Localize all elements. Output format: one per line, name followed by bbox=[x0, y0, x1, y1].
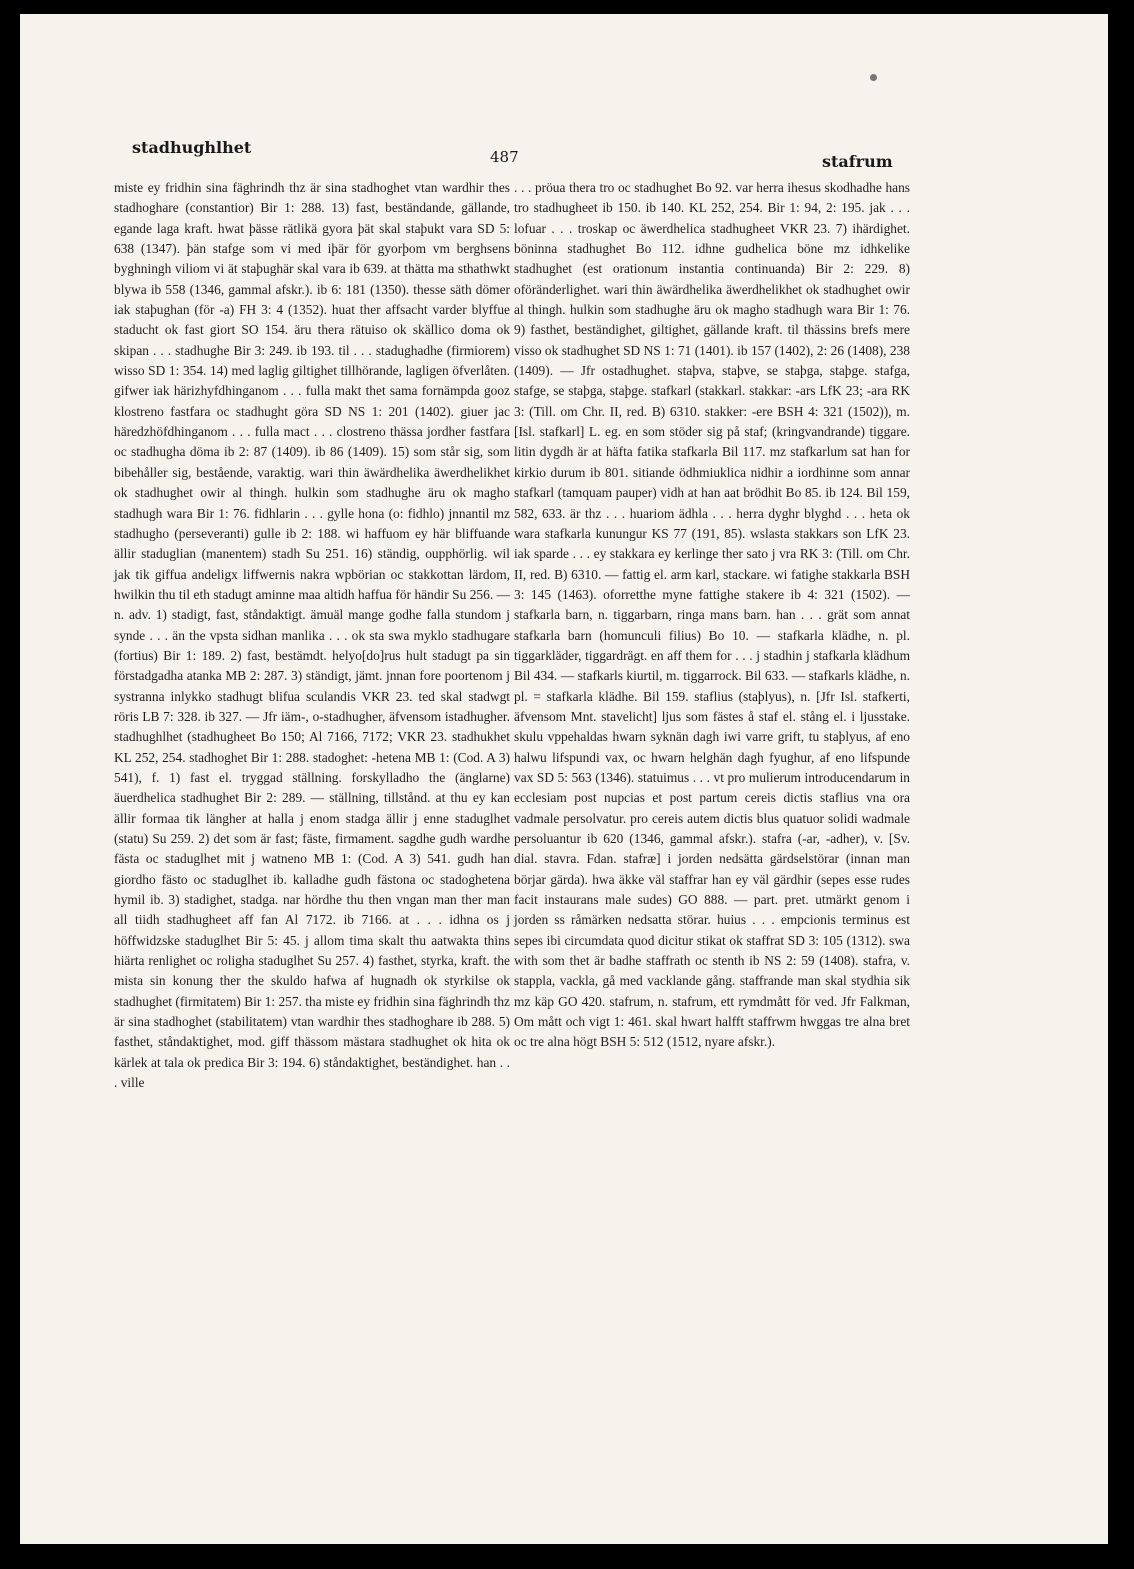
right-column bbox=[514, 178, 910, 1053]
left-column bbox=[114, 178, 510, 1093]
page-mark bbox=[870, 74, 877, 81]
left-column-text: miste ey fridhin sina fäghrindh thz är sina stadhoghet vtan wardhir thes stadhoghare (constantior) Bir 1: 288. 13) fast, beständande, gällande, egande laga kraft. hwat þässe rätlikä gyora þät skal staþukt vara SD 5: 638 (1347). þän stafge som vi med iþär för gyorþom vm berghsens byghningh viliom vi ät staþughär skal vara ib 639. at thätta ma sthathwkt blywa ib 558 (1346, gammal afskr.). ib 6: 181 (1350). thesse säth dömer iak staþughan (för -a) FH 3: 4 (1352). huat ther affsacht varder blyffue staducht ok fast giort SO 154. äru thera rätuiso ok skällico doma ok skipan . . . stadhughe Bir 3: 249. ib 193. til . . . stadughadhe (firmiorem) wisso SD 1: 354. 14) med laglig giltighet tillhörande, lagligen öfverlåten. gifwer iak härizhyfdhinganom . . . fulla makt thet sama fornämpda gooz klostreno fastfara oc stadhught göra SD NS 1: 201 (1402). giuer jac häredzhöfdhinganom . . . fulla mact . . . clostreno thässa jordher fastfara oc stadhugha döma ib 2: 87 (1409). ib 86 (1409). 15) som står sig, som bibehåller sig, bestående, varaktig. wari thin äwärdhelika äwerdhelikhet ok stadhughet owir al thingh. hulkin som stadhughe äru ok magho stadhugh wara Bir 1: 76. fidhlarin . . . gylle hona (o: fidhlo) jnnantil mz stadhugho (perseveranti) gulle ib 2: 188. wi haffuom ey här bliffuande ällir staduglian (manentem) stadh Su 251. 16) ständig, oupphörlig. wil jak tik giffua andeligx liffwernis nakra wpbörian oc stakkottan lärdom, hwilkin thu til eth stadugt aminne maa altidh haffua för händir Su 256. — n. adv. 1) stadigt, fast, ståndaktigt. ämuäl mange godhe falla stundom j synde . . . än the vpsta sidhan manlika . . . ok sta swa myklo stadhugare (fortius) Bir 1: 189. 2) fast, bestämdt. helyo[do]rus hult stadugt pa sin förstadgadha atanka MB 2: 287. 3) ständigt, jämt. jnnan fore poortenom j systranna inlykko stadhugt blifua sculandis VKR 23. ted skal stadwgt röris LB 7: 328. ib 327. — Jfr iäm-, o-stadhugher, äfvensom istadhugher. stadhughlhet (stadhugheet Bo 150; Al 7166, 7172; VKR 23. stadhukhet KL 252, 254. stadhoghet Bir 1: 288. stadoghet: -hetena MB 1: (Cod. A 3) 541), f. 1) fast el. tryggad ställning. forskylladho the (änglarne) äuerdhelica stadhughet Bir 2: 289. — ställning, tillstånd. at thu ey kan ällir formaa tik längher at halla j enom stadga ällir j enne staduglhet (statu) Su 259. 2) det som är fast; fäste, firmament. sagdhe gudh wardhe fästa oc staduglhet mit j watneno MB 1: (Cod. A 3) 541. gudh han giordho fästo oc staduglhet ib. kalladhe gudh fästona oc stadoghetena hymil ib. 3) stadighet, stadga. nar hördhe thu then vngan man ther man all tiidh stadhugheet aff fan Al 7172. ib 7166. at . . . idhna os j höffwidzske staduglhet Bir 5: 45. j allom tima skalt thu aatwakta thins hiärta renlighet oc roligha staduglhet Su 257. 4) fasthet, styrka, kraft. the mista sin konung ther the skuldo hafwa af hugnadh ok styrkilse ok stadhughet (firmitatem) Bir 1: 257. tha miste ey fridhin sina fäghrindh thz är sina stadhoghet (stabilitatem) vtan wardhir thes stadhoghare ib 288. 5) fasthet, ståndaktighet, mod. giff thässom mästara stadhughet ok hita ok kärlek at tala ok predica Bir 3: 194. 6) ståndaktighet, beständighet. han . . . ville bbox=[114, 180, 510, 1091]
header-left-headword: stadhughlhet bbox=[132, 138, 252, 157]
header-right-headword: stafrum bbox=[822, 152, 893, 171]
right-column-text: . . . pröua thera tro oc stadhughet Bo 92. var herra ihesus skodhadhe hans tro stadhugheet ib 150. ib 140. KL 252, 254. Bir 1: 94, 2: 195. jak . . . lofuar . . . troskap oc äwerdhelica stadhugheet VKR 23. 7) ihärdighet. böninna stadhughet Bo 112. idhne gudhelica böne mz idhkelike stadhughet (est orationum instantia continuanda) Bir 2: 229. 8) oföränderlighet. wari thin äwärdhelika äwerdhelikhet ok stadhughet owir al thingh. hulkin som stadhughe äru ok magho stadhugh wara Bir 1: 76. 9) fasthet, beständighet, giltighet, gällande kraft. til thässins brefs mere visso ok stadhughet SD NS 1: 71 (1401). ib 157 (1402), 2: 26 (1408), 238 (1409). — Jfr ostadhughet. staþva, staþve, se staþga, staþge. stafga, stafge, se staþga, staþge. stafkarl (stakkarl. stakkar: -ars LfK 23; -ara RK 3: (Till. om Chr. II, red. B) 6310. stakker: -ere BSH 4: 321 (1502)), m. [Isl. stafkarl] L. eg. en som stöder sig på staf; (kringvandrande) tiggare. litin dygdh är at häfta fatika stafkarla Bil 117. mz stafkarlum sat han for kirkio durum ib 801. sitiande ödhmiuklica nidhir a iordhinne som annar stafkarl (tamquam pauper) vidh at han aat brödhit Bo 85. ib 124. Bil 159, 582, 633. är thz . . . huariom ädhla . . . herra dyghr blyghd . . . heta ok wara stafkarla kunungur KS 77 (191, 85). wslasta stakkars son LfK 23. iak sparde . . . ey stakkara ey kerlinge ther sato j vra RK 3: (Till. om Chr. II, red. B) 6310. — fattig el. arm karl, stackare. wi fatighe stakkarla BSH 3: 145 (1463). oforretthe myne fattighe stakere ib 4: 321 (1502). — stafkarla barn, n. tiggarbarn, ringa mans barn. han . . . grät som annat stafkarla barn (homunculi filius) Bo 10. — stafkarla klädhe, n. pl. tiggarkläder, tiggardrägt. en aff them for . . . j stadhin j stafkarla klädhum Bil 434. — stafkarls kiurtil, m. tiggarrock. Bil 633. — stafkarls klädhe, n. pl. = stafkarla klädhe. Bil 159. staflius (staþlyus), n. [Jfr Isl. stafkerti, äfvensom Mnt. stavelicht] ljus som fästes å staf el. stång el. i ljusstake. skulu vppehaldas hwarn syknän dagh iwi varre grift, tu staþlyus, af eno halwu lifspundi vax, oc hwarn helghän dagh fyughur, af eno lifspunde vax SD 5: 563 (1346). statuimus . . . vt pro mulierum introducendarum in ecclesiam post nupcias et post partum cereis dictis staflius vna ora vadmale persolvatur. pro cereis autem dictis blus quatuor solidi wadmale persoluantur ib 620 (1346, gammal afskr.). stafra (-ar, -adher), v. [Sv. dial. stavra. Fdan. stafræ] i jorden nedsätta gärdselstörar (innan man börjar gärda). hwa äkke väl staffrar han ey väl gärdhir (sepes esse rudes facit instaurans male sudes) GO 888. — part. pret. utmärkt genom i jorden ss råmärken nedsatta störar. huius . . . empcionis terminus est sepes ibi circumdata quod dicitur stikat ok staffrat SD 3: 105 (1312). swa with som thet är badhe staffrath oc stenth ib NS 2: 59 (1408). stafra, v. stappla, vackla, gå med vacklande gång. staffrande man skal stydhia sik mz käp GO 420. stafrum, n. stafrum, ett rymdmått för ved. Jfr Falkman, Om mått och vigt 1: 461. skal hwart halfft staffrwm hwggas tre alna bret oc tre alna högt BSH 5: 512 (1512, nyare afskr.). bbox=[514, 180, 910, 1050]
page-number: 487 bbox=[490, 148, 519, 166]
dictionary-page bbox=[20, 14, 1108, 1544]
